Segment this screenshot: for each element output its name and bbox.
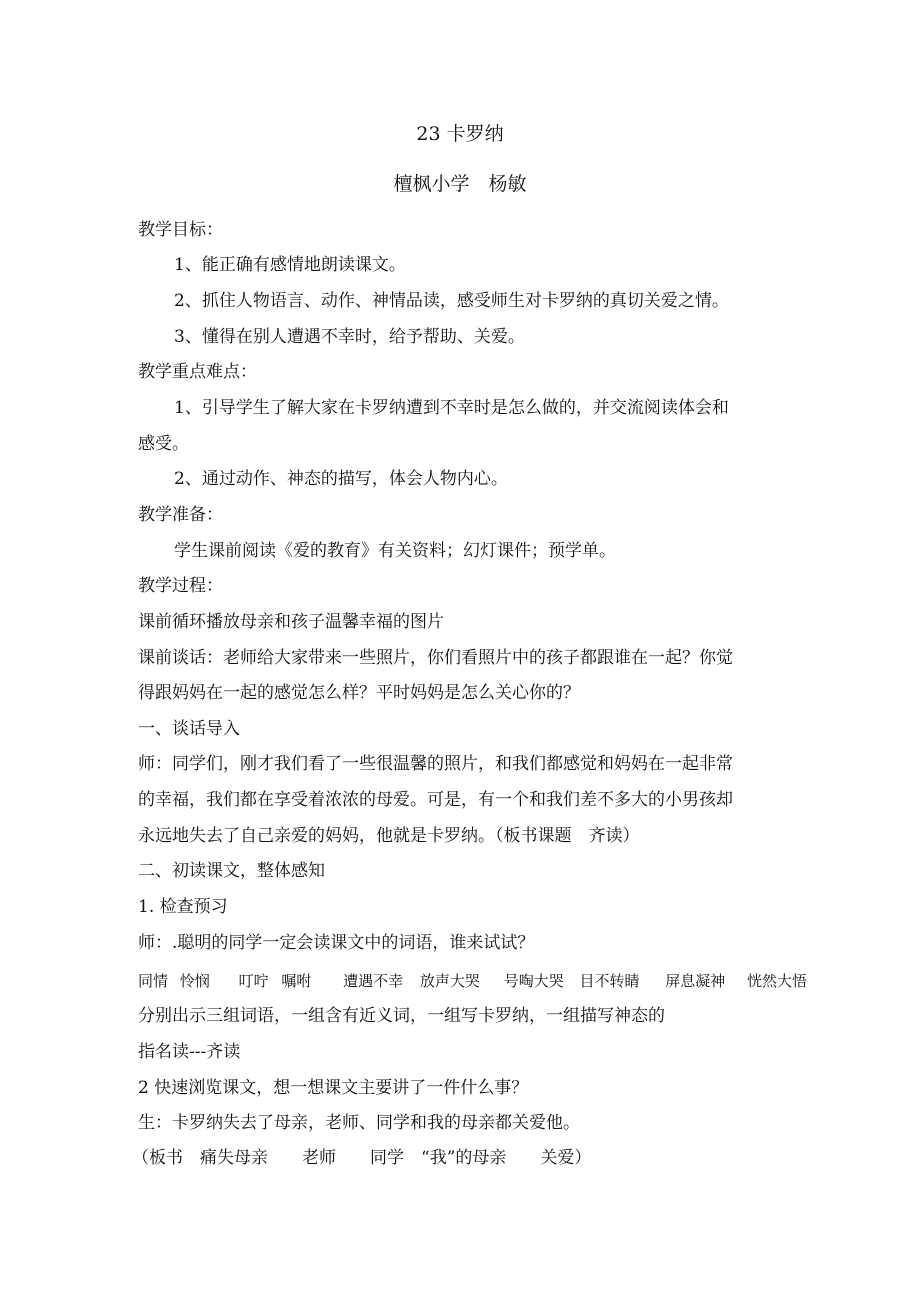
vocab-word: 放声大哭 (419, 972, 480, 990)
process-heading: 教学过程： (138, 576, 223, 596)
vocab-word: 嘱咐 (281, 972, 312, 990)
section-1-text: 的幸福，我们都在享受着浓浓的母爱。可是，有一个和我们差不多大的小男孩却 (138, 790, 733, 810)
section-1-text: 师：同学们，刚才我们看了一些很温馨的照片，和我们都感觉和妈妈在一起非常 (138, 754, 733, 774)
section-2-heading: 二、初读课文，整体感知 (138, 861, 325, 881)
section-1-text: 永远地失去了自己亲爱的妈妈，他就是卡罗纳。（板书课题 齐读） (138, 826, 640, 846)
pre-class-loop: 课前循环播放母亲和孩子温馨幸福的图片 (138, 612, 444, 632)
vocabulary-row (138, 971, 807, 991)
key-point-2: 2、通过动作、神态的描写，体会人物内心。 (174, 469, 508, 489)
key-point-1-continued: 感受。 (138, 434, 189, 454)
vocab-word: 号啕大哭 (503, 972, 564, 990)
key-point-1: 1、引导学生了解大家在卡罗纳遭到不幸时是怎么做的，并交流阅读体会和 (174, 398, 729, 418)
vocab-word: 叮咛 (238, 972, 269, 990)
board-note: （板书 痛失母亲 老师 同学 “我”的母亲 关爱） (132, 1148, 592, 1168)
goal-item: 2、抓住人物语言、动作、神情品读，感受师生对卡罗纳的真切关爱之情。 (174, 291, 729, 311)
prep-text: 学生课前阅读《爱的教育》有关资料；幻灯课件；预学单。 (174, 541, 616, 561)
step-1: 1. 检查预习 (138, 897, 228, 917)
key-points-heading: 教学重点难点： (138, 362, 257, 382)
prep-heading: 教学准备： (138, 505, 223, 525)
pre-class-talk: 课前谈话：老师给大家带来一些照片，你们看照片中的孩子都跟谁在一起？你觉 (138, 648, 733, 668)
vocab-word: 同情 (138, 972, 169, 990)
vocab-word: 遭遇不幸 (343, 972, 404, 990)
goal-item: 3、懂得在别人遭遇不幸时，给予帮助、关爱。 (174, 327, 525, 347)
goals-heading: 教学目标： (138, 220, 223, 240)
student-answer: 生：卡罗纳失去了母亲，老师、同学和我的母亲都关爱他。 (138, 1113, 580, 1133)
vocab-word: 恍然大悟 (747, 972, 808, 990)
goal-item: 1、能正确有感情地朗读课文。 (174, 255, 406, 275)
teacher-question: 师：.聪明的同学一定会读课文中的词语，谁来试试？ (138, 933, 535, 953)
vocab-word: 怜悯 (179, 972, 210, 990)
section-1-heading: 一、谈话导入 (138, 719, 240, 739)
lesson-title: 23 卡罗纳 (416, 123, 504, 145)
pre-class-talk-continued: 得跟妈妈在一起的感觉怎么样？平时妈妈是怎么关心你的？ (138, 683, 580, 703)
groups-note: 分别出示三组词语，一组含有近义词，一组写卡罗纳，一组描写神态的 (138, 1006, 665, 1026)
read-order: 指名读---齐读 (138, 1042, 241, 1062)
vocab-word: 目不转睛 (579, 972, 640, 990)
vocab-word: 屏息凝神 (665, 972, 726, 990)
step-2: 2 快速浏览课文，想一想课文主要讲了一件什么事？ (138, 1078, 529, 1098)
author-line: 檀枫小学 杨敏 (393, 173, 527, 195)
